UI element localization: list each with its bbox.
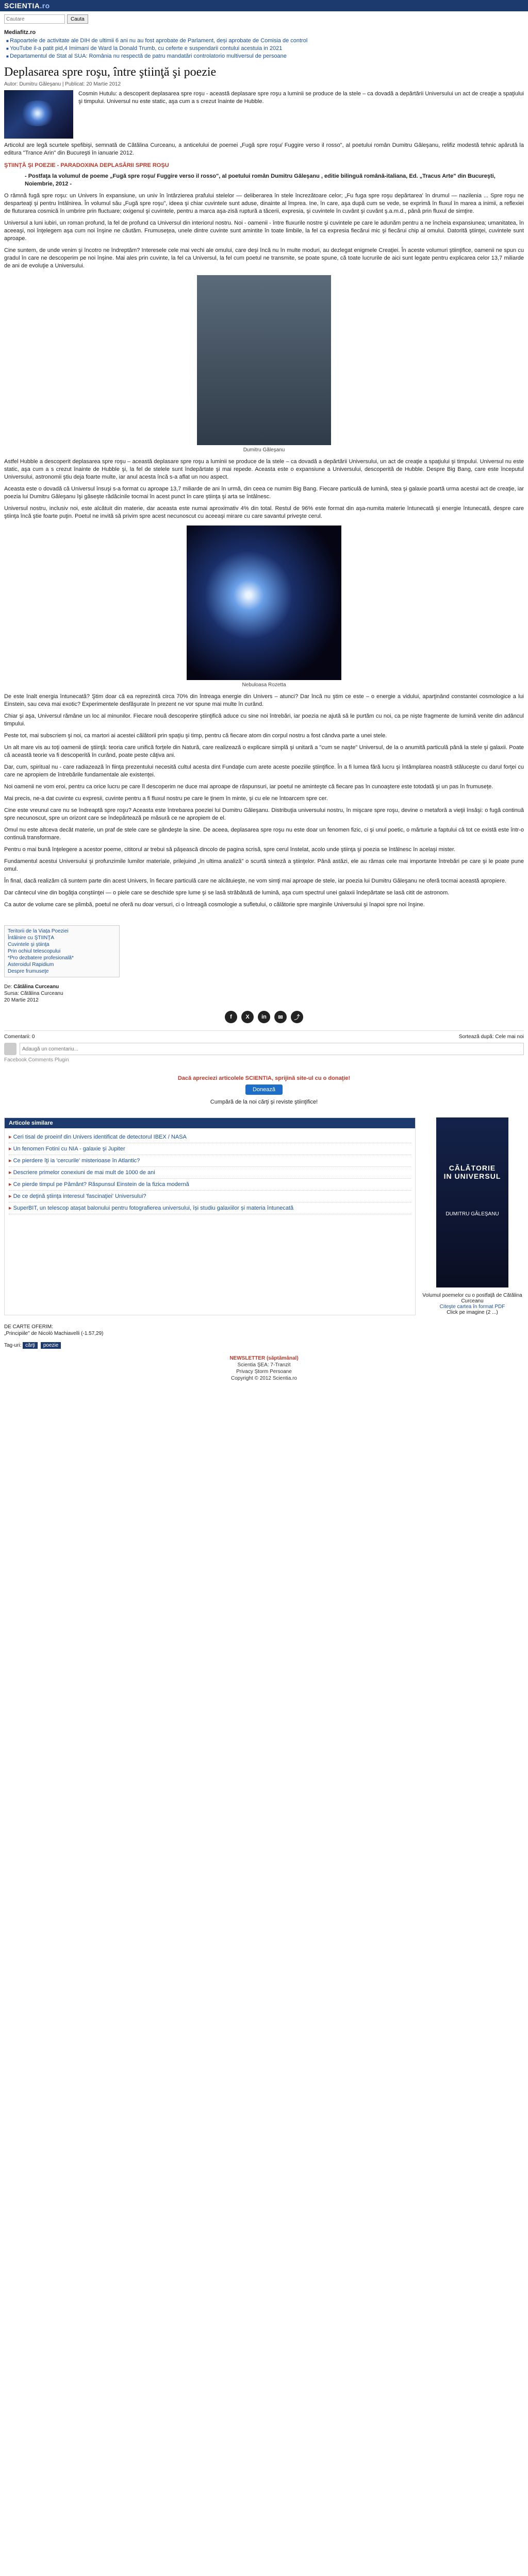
book-click-hint: Click pe imagine (2 ...) bbox=[447, 1310, 498, 1315]
logo-text: SCIENTIA bbox=[4, 2, 40, 10]
related-link[interactable]: Despre frumuseţe bbox=[8, 969, 49, 974]
logo-suffix: .ro bbox=[40, 2, 50, 10]
list-item[interactable] bbox=[6, 37, 524, 45]
book-ad-column bbox=[421, 1112, 524, 1320]
book-ad[interactable] bbox=[436, 1117, 508, 1287]
footer-line[interactable]: Scientia ŞEA: 7-Tranzit bbox=[237, 1362, 291, 1368]
site-logo[interactable] bbox=[4, 2, 50, 10]
related-article-link[interactable]: Ceri tisal de proeinf din Univers identificat de detectorul IBEX / NASA bbox=[13, 1134, 187, 1140]
related-article-link[interactable]: Descriere primelor conexiuni de mai mult de 1000 de ani bbox=[13, 1170, 155, 1176]
list-item[interactable] bbox=[9, 1191, 411, 1202]
ticker-link[interactable]: Departamentul de Stat al SUA: România nu respectă de patru mandatări controlatorio multiversul de persoane bbox=[10, 53, 287, 59]
list-item[interactable] bbox=[8, 941, 116, 948]
paragraph: Ca autor de volume care se plimbă, poetul ne oferă nu doar versuri, ci o întreagă cosmologie a sufletului, o călătorie spre marginile Universului şi înapoi spre noi înşine. bbox=[4, 902, 425, 908]
promo-title: Dacă apreciezi articolele SCIENTIA, sprijină site-ul cu o donaţie! bbox=[177, 1075, 351, 1081]
related-article-link[interactable]: SuperBIT, un telescop atașat balonului pentru fotografierea universului, își studiu galaxiilor și materia întunecată bbox=[13, 1205, 294, 1211]
site-header bbox=[0, 0, 528, 11]
book-pdf-link[interactable]: Citeşte cartea în format PDF bbox=[439, 1304, 505, 1310]
paragraph: O râmnă fugă spre roşu: un Univers în expansiune, un univ în întârzierea prafului stelelor — deliberarea în stele încrezătoare celor; „Fu fuga spre roşu depărtarea' în drumul — nazilenia ... Spre roşu ne desparteaţi şi pentru întâlnirea. În volumul său „Fugă spre roşu", ideea şi chiar cuvintele sunt aduse, dinainte al împrea. Ine, în care, aşa după cum se vede, se exprimă în fluxul în marea a inimii, a reflexiei de fluturarea cosmică în umbrire prin fluctuare; oxigenul şi cuvintele, pentru a marca aşa-zisă ruptură a tăcerii, expresia, şi cuvintele în cuvânt şi cuvânt ş.a.m.d., până prin fluxul de simţire. bbox=[4, 193, 524, 214]
donation-promo bbox=[0, 1068, 528, 1112]
site-footer bbox=[0, 1351, 528, 1386]
promo-shop-link[interactable]: Cumpără de la noi cărţi şi reviste ştiinţifice! bbox=[210, 1099, 318, 1105]
byline-date: 20 Martie 2012 bbox=[4, 997, 39, 1003]
section-title: ŞTIINŢĂ ŞI POEZIE - PARADOXINA DEPLASĂRII SPRE ROŞU bbox=[4, 162, 169, 168]
list-item[interactable] bbox=[8, 961, 116, 968]
paragraph: Universul a luni iubiri, un roman profund, la fel de profund ca Universul din interiorul nostru. Noi - oamenii - între fluxurile nostre şi cuvintele pe care le adunăm pentru a ne încheia expansiunea; umanitatea, în aceeaşi, noi înţelegem aşa cum noi înşine ne căutăm. Frumuseţea, unele dintre cuvinte sunt amintite în toate limbile, la fel ca expresia fiecărui mic şi fiecărui chip al omului. Datorită ştiinţei, cuvintele sunt aproape. bbox=[4, 220, 524, 242]
share-bar bbox=[0, 1006, 528, 1028]
list-item[interactable] bbox=[9, 1131, 411, 1143]
facebook-icon[interactable]: f bbox=[225, 1011, 237, 1023]
paragraph: Dar, cum, spiritual nu - care radiazează în fiinţa prezentului necesită cultul acesta dint Fundaţie cum arete aceste poeziile ştiinţifice. În a fi lumea fără lucru şi întâmplarea noastră stăluceşte cu darul forţei cu care ne apropiem de întrebările fundamentale ale existenţei. bbox=[4, 764, 524, 778]
related-link[interactable]: Teritorii de la Viața Poeziei bbox=[8, 928, 69, 934]
book-offer bbox=[0, 1320, 528, 1340]
paragraph: Peste tot, mai subscriem şi noi, ca martori ai acestei călătorii prin spaţiu şi timp, pentru că fiecare atom din corpul nostru a fost cândva parte a unei stele. bbox=[4, 733, 387, 739]
byline-source: Sursa: Cătălina Curceanu bbox=[4, 991, 63, 996]
list-item[interactable] bbox=[9, 1143, 411, 1155]
footer-line[interactable]: Privacy Ștorm Persoane bbox=[236, 1369, 292, 1375]
related-link[interactable]: Prin ochiul telescopului bbox=[8, 948, 61, 954]
related-articles bbox=[4, 1117, 416, 1315]
tags-label: Tag-uri: bbox=[4, 1343, 22, 1348]
photo-caption: Dumitru Găleşanu bbox=[243, 447, 285, 453]
paragraph: Cine este vreunul care nu se îndreaptă spre roşu? Aceasta este întrebarea poeziei lui Dumitru Găleşanu. Distribuţia universului nostru, în mişcare spre roşu, devine o metaforă a vieţii însăşi: o fugă continuă spre necunoscut, spre un orizont care se îndepărtează pe măsură ce ne apropiem de el. bbox=[4, 807, 524, 821]
related-link[interactable]: Cuvintele şi ştiinţa bbox=[8, 942, 50, 947]
comments-count: Comentarii: 0 bbox=[4, 1034, 35, 1040]
paragraph: De este înalt energia întunecată? Ştim doar că ea reprezintă circa 70% din întreaga energie din Univers – atunci? Dar încă nu ştim ce este – o energie a vidului, aparţinând constantei cosmologice a lui Einstein, sau ceva mai exotic? Experimentele desfăşurate în prezent ne vor spune mai multe în curând. bbox=[4, 693, 524, 707]
bottom-section bbox=[4, 1112, 524, 1320]
paragraph: Dar cântecul vine din bogăţia conştiinţei — o piele care se deschide spre lume şi se lasă străbătută de lumină, aşa cum spectrul unei galaxii îndepărtate se lasă citit de astronom. bbox=[4, 890, 450, 896]
list-item[interactable] bbox=[9, 1202, 411, 1214]
search-input[interactable] bbox=[4, 14, 65, 24]
paragraph: În final, dacă realizăm că suntem parte din acest Univers, în fiecare particulă care ne alcătuieşte, ne vom simţi mai aproape de stele, iar poezia lui Dumitru Găleşanu ne oferă tocmai această apropiere. bbox=[4, 878, 506, 884]
search-button[interactable]: Cauta bbox=[67, 14, 88, 24]
paragraph: Omul nu este altceva decât materie, un praf de stele care se gândeşte la sine. De aceea, deplasarea spre roşu nu este doar un fenomen fizic, ci şi unul poetic, o mărturie a faptului că tot ce există este într-o continuă transformare. bbox=[4, 827, 524, 841]
nebula-photo bbox=[187, 526, 341, 680]
article-intro: Cosmin Hutulu: a descoperit deplasarea spre roşu - această deplasare spre roşu a luminii se produce de la stele – ca dovadă a depărtării Universului un act de creaţie a spaţiului şi timpului. Universul nu este static, aşa cum a s crezut înainte de Hubble. bbox=[78, 91, 524, 105]
related-article-link[interactable]: Un fenomen Fotini cu NIA - galaxie şi Jupiter bbox=[13, 1146, 125, 1152]
book-caption: Volumul poemelor cu o postfaţă de Cătălina Curceanu bbox=[422, 1293, 522, 1304]
article-title: Deplasarea spre roşu, între ştiinţă şi poezie bbox=[4, 65, 217, 79]
ticker-label[interactable]: Mediafitz.ro bbox=[4, 29, 36, 36]
list-item[interactable] bbox=[8, 955, 116, 961]
related-article-link[interactable]: Ce pierde timpul pe Pământ? Răspunsul Einstein de la fizica modernă bbox=[13, 1181, 189, 1188]
comments-section bbox=[4, 1030, 524, 1066]
byline-author[interactable]: Cătălina Curceanu bbox=[13, 984, 59, 990]
tags bbox=[0, 1340, 528, 1351]
comment-input[interactable] bbox=[20, 1043, 524, 1055]
ad-title-1: CĂLĂTORIE bbox=[449, 1164, 496, 1172]
related-header: Articole similare bbox=[5, 1118, 415, 1128]
ticker-link[interactable]: YouTube il-a patit pid,4 Imimani de Ward la Donald Trumb, cu ceferte e suspendarii contului acestuia in 2021 bbox=[10, 45, 283, 52]
lead-image bbox=[4, 90, 73, 139]
ad-title-2: IN UNIVERSUL bbox=[443, 1172, 501, 1180]
tag[interactable]: cărţi bbox=[23, 1342, 38, 1349]
article-meta: Autor: Dumitru Găleşanu | Publicat: 20 Martie 2012 bbox=[4, 81, 121, 87]
paragraph: Aceasta este o dovadă că Universul însuşi s-a format cu aproape 13,7 miliarde de ani în urmă, din ceea ce numim Big Bang. Fiecare particulă de lumină, stea şi galaxie poartă urma acestui act de creaţie, iar poezia lui Dumitru Găleşanu îşi găseşte rădăcinile tocmai în acest punct în care ştiinţa şi arta se întâlnesc. bbox=[4, 486, 524, 500]
byline-label: De: bbox=[4, 984, 12, 990]
related-links-box bbox=[4, 925, 120, 977]
paragraph: Pentru o mai bună înţelegere a acestor poeme, cititorul ar trebui să păşească dincolo de pagina scrisă, spre cerul înstelat, acolo unde ştiinţa şi poezia se întâlnesc în acelaşi mister. bbox=[4, 846, 455, 853]
list-item[interactable] bbox=[8, 928, 116, 935]
list-item[interactable] bbox=[8, 935, 116, 941]
list-item[interactable] bbox=[6, 53, 524, 60]
paragraph: Astfel Hubble a descoperit deplasarea spre roşu – această deplasare spre roşu a luminii se produce de la stele – ca dovadă a depărtării Universului, un act de creaţie a spaţiului şi timpului. Universul nu este static, aşa cum a s crezut înainte de Hubble şi, la fel de stelele sunt îndepărtate şi mai repede. Aceasta este o expansiune a Universului, descoperită de Hubble. Despre Big Bang, care este începutul Universului, astronomii ştiu deja foarte multe, iar anul acesta încă s-a aflat un nou aspect. bbox=[4, 459, 524, 480]
list-item[interactable] bbox=[9, 1179, 411, 1191]
paragraph: Noi oamenii ne vom eroi, pentru ca orice lucru pe care îl descoperim ne duce mai aproape de răspunsuri, iar poetul ne aminteşte că fiecare pas în cunoaştere este totodată şi un pas în frumuseţe. bbox=[4, 784, 493, 790]
email-icon[interactable]: ✉ bbox=[274, 1011, 287, 1023]
list-item[interactable] bbox=[6, 45, 524, 53]
tag[interactable]: poezie bbox=[41, 1342, 61, 1349]
photo-caption: Nebuloasa Rozetta bbox=[242, 682, 286, 688]
paragraph: Fundamentul acestui Universului şi profunzimile lumilor materiale, prilejuind „în ultima analiză" o scurtă sinteză a ştiinţelor. Până astăzi, ele au rămas cele mai importante întrebări pe care şi le poate pune omul. bbox=[4, 858, 524, 872]
paragraph: Cine suntem, de unde venim şi încotro ne îndreptăm? Interesele cele mai vechi ale omului, care deşi încă nu în multe moduri, au dezlegat enigmele Creaţiei. În aceste volumuri ştiinţifice, oamenii ne spun cu gradul în care ne descoperim pe noi înşine. Mai ales prin cuvinte, la fel ca Universul, la fel cum poetul ne transmite, se poate spune, că toate lucrurile de aici sunt legate pentru explicarea celor 13,7 miliarde de ani de evoluţie a Universului. bbox=[4, 247, 524, 269]
news-ticker bbox=[0, 27, 528, 62]
linkedin-icon[interactable]: in bbox=[258, 1011, 270, 1023]
donate-button[interactable]: Donează bbox=[245, 1084, 283, 1095]
paragraph: Un alt mare vis au toţi oamenii de ştiinţă: teoria care unifică forţele din Natură, care realizează o explicare simplă şi unitară a "cum se naşte" Universul, de la o anumită particulă până la stele şi galaxii. Poate că această teorie va fi descoperită în curând, poate peste câţiva ani. bbox=[4, 744, 524, 758]
book-offer-label: DE CARTE OFERIM: bbox=[4, 1324, 53, 1330]
search-bar bbox=[0, 11, 528, 27]
related-article-link[interactable]: Ce pierdere îţi ia 'cercurile' misterioase în Atlantic? bbox=[13, 1158, 140, 1164]
comments-plugin-label[interactable]: Facebook Comments Plugin bbox=[4, 1057, 69, 1063]
related-article-link[interactable]: De ce deţină ştiinţa interesul 'fascinaţiei' Universului? bbox=[13, 1193, 146, 1199]
ad-author: DUMITRU GĂLEŞANU bbox=[446, 1211, 499, 1217]
x-icon[interactable]: X bbox=[241, 1011, 254, 1023]
paragraph: Chiar şi aşa, Universul rămâne un loc al minunilor. Fiecare nouă descoperire ştiinţifică aduce cu sine noi întrebări, iar poezia ne ajută să le purtăm cu noi, ca pe nişte fragmente de lumină venite din adâncul timpului. bbox=[4, 713, 524, 727]
paragraph: Articolul are legă scurtele spefibişi, semnată de Cătălina Curceanu, a anticelului de poemei „Fugă spre roşu/ Fuggire verso il rosso", al poetului român Dumitru Găleşanu, relifiz modestă tehnic apărută la editura "Trance Arin" din Bucureşti în ianuarie 2012. bbox=[4, 142, 524, 156]
avatar bbox=[4, 1043, 16, 1055]
list-item[interactable] bbox=[8, 968, 116, 975]
newsletter-link[interactable]: NEWSLETTER (săptămânal) bbox=[229, 1355, 299, 1361]
related-link[interactable]: Întâlnire cu ŞTIINŢA bbox=[8, 935, 55, 941]
ticker-list bbox=[4, 37, 524, 60]
paragraph: Mai precis, ne-a dat cuvinte cu expresii, cuvinte pentru a fi fluxul nostru pe care le ţinem în minte, şi cu ele ne întoarcem spre cer. bbox=[4, 795, 328, 802]
comments-sort[interactable]: Sortează după: Cele mai noi bbox=[458, 1034, 524, 1040]
ticker-link[interactable]: Rapoartele de activitate ale DIH de ultimii 6 ani nu au fost aprobate de Parlament, deși aprobate de Comisia de control bbox=[10, 38, 308, 44]
related-link[interactable]: *Pro dezbatere profesională* bbox=[8, 955, 74, 961]
copyright: Copyright © 2012 Scientia.ro bbox=[231, 1376, 297, 1381]
article bbox=[0, 62, 528, 915]
author-photo bbox=[197, 275, 331, 445]
list-item[interactable] bbox=[9, 1155, 411, 1167]
list-item[interactable] bbox=[8, 948, 116, 955]
book-promo bbox=[421, 1293, 524, 1315]
paragraph: Universul nostru, inclusiv noi, este alcătuit din materie, dar aceasta este numai aproximativ 4% din total. Restul de 96% este format din aşa-numita materie întunecată şi energie întunecată, despre care ştiinţa încă ştie foarte puţin. Poetul ne invită să privim spre acest necunoscut cu aceeaşi mirare cu care savantul priveşte cerul. bbox=[4, 505, 524, 519]
list-item[interactable] bbox=[9, 1167, 411, 1179]
related-link[interactable]: Asteroidul Rapidium bbox=[8, 962, 54, 968]
byline bbox=[0, 981, 528, 1006]
book-offer-line[interactable]: „Principiile" de Nicolò Machiavelli (-1.57,29) bbox=[4, 1331, 104, 1336]
share-icon[interactable]: ⤴ bbox=[291, 1011, 303, 1023]
article-quote: - Postfaţa la volumul de poeme „Fugă spre roşu/ Fuggire verso il rosso", al poetului român Dumitru Găleşanu , editie bilinguă română-italiana, Ed. „Tracus Arte" din Bucureşti, Noiembrie, 2012 - bbox=[25, 173, 496, 187]
